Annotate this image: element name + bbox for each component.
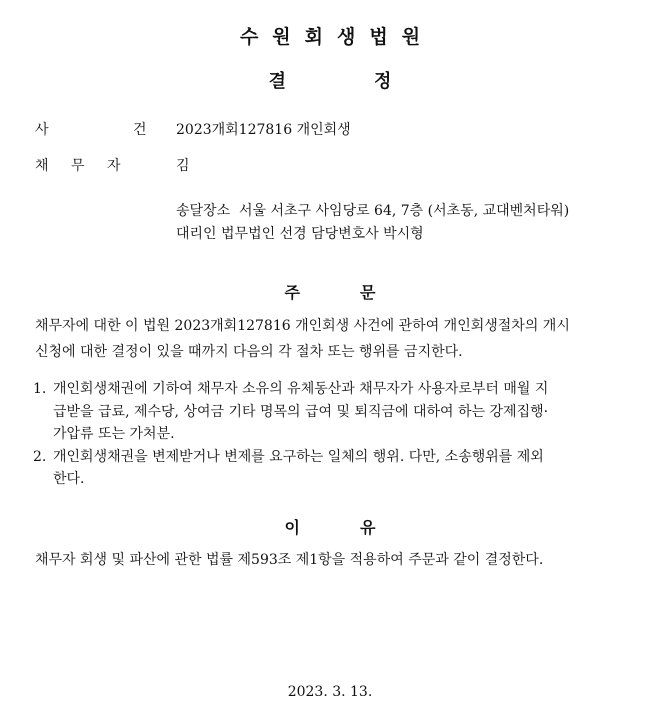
item-line: 개인회생채권에 기하여 채무자 소유의 유체동산과 채무자가 사용자로부터 매월 지 [53, 381, 549, 397]
item-line: 한다. [53, 471, 85, 487]
reason-text: 채무자 회생 및 파산에 관한 법률 제593조 제1항을 적용하여 주문과 같이 결정한다. [35, 552, 544, 568]
item-line: 개인회생채권을 변제받거나 변제를 요구하는 일체의 행위. 다만, 소송행위를 제외 [53, 448, 544, 465]
item-number: 2. [33, 448, 47, 465]
order-items-list [33, 378, 633, 491]
case-number: 2023개회127816 개인회생 [176, 122, 351, 138]
list-item [33, 446, 633, 491]
reason-heading: 이유 [284, 518, 436, 537]
list-item [33, 378, 633, 446]
document-type-title: 결정 [268, 71, 480, 92]
legal-agent: 대리인 법무법인 선경 담당변호사 박시형 [176, 226, 424, 242]
delivery-address: 송달장소 서울 서초구 사임당로 64, 7층 (서초동, 교대벤처타워) [176, 203, 570, 219]
order-intro-line-1: 채무자에 대한 이 법원 2023개회127816 개인회생 사건에 관하여 개인회생절차의 개시 [35, 318, 570, 334]
order-intro [35, 313, 635, 365]
decision-date: 2023. 3. 13. [287, 684, 373, 700]
order-intro-line-2: 신청에 대한 결정이 있을 때까지 다음의 각 절차 또는 행위를 금지한다. [35, 344, 463, 360]
item-number: 1. [33, 381, 47, 397]
order-heading: 주문 [284, 283, 436, 302]
item-line: 가압류 또는 가처분. [53, 426, 175, 442]
court-name: 수원회생법원 [239, 26, 435, 48]
debtor-name: 김 [176, 158, 190, 174]
debtor-label: 채 무 자 [35, 158, 130, 174]
case-label: 사 건 [35, 122, 187, 138]
item-line: 급받을 급료, 제수당, 상여금 기타 명목의 급여 및 퇴직금에 대하여 하는 강제집행· [53, 403, 549, 420]
